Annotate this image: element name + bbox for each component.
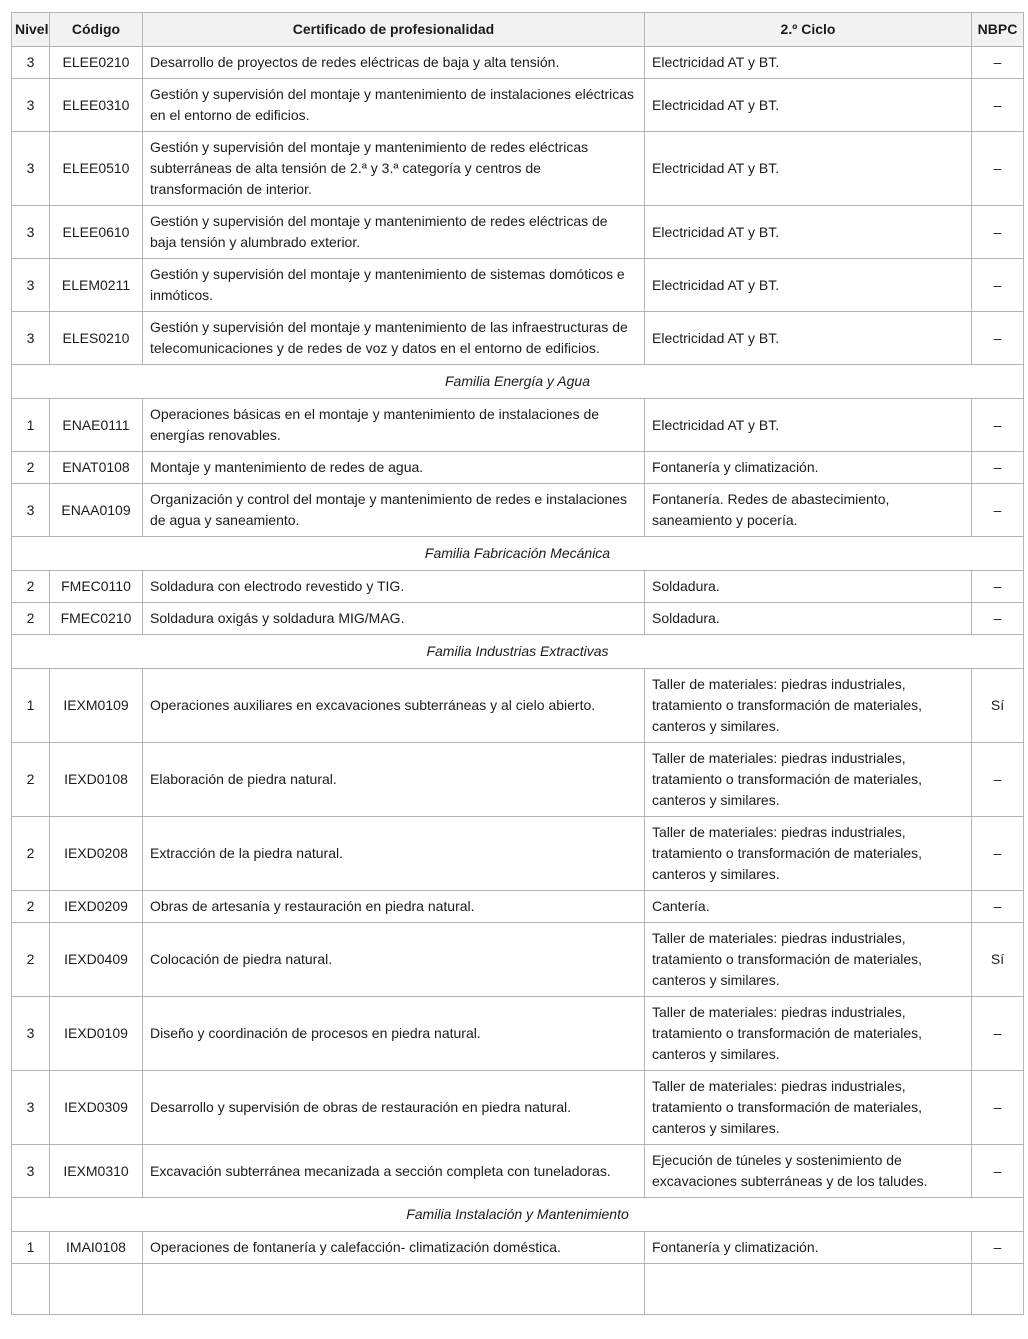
table-row <box>12 1145 1024 1198</box>
header-ciclo: 2.º Ciclo <box>645 13 972 47</box>
header-certificado: Certificado de profesionalidad <box>143 13 645 47</box>
cell-codigo: IEXD0208 <box>50 817 143 891</box>
table-header <box>12 13 1024 47</box>
family-section-row <box>12 1198 1024 1232</box>
cell-certificado: Extracción de la piedra natural. <box>143 817 645 891</box>
empty-cell <box>12 1264 50 1315</box>
cell-certificado: Diseño y coordinación de procesos en piedra natural. <box>143 997 645 1071</box>
cell-certificado: Gestión y supervisión del montaje y mantenimiento de redes eléctricas de baja tensión y alumbrado exterior. <box>143 206 645 259</box>
empty-cell <box>645 1264 972 1315</box>
cell-ciclo: Ejecución de túneles y sostenimiento de excavaciones subterráneas y de los taludes. <box>645 1145 972 1198</box>
cell-nivel: 2 <box>12 603 50 635</box>
cell-nivel: 3 <box>12 79 50 132</box>
cell-nbpc: – <box>972 1232 1024 1264</box>
table-row <box>12 923 1024 997</box>
cell-nbpc: – <box>972 891 1024 923</box>
table-row <box>12 132 1024 206</box>
cell-codigo: IMAI0108 <box>50 1232 143 1264</box>
cell-ciclo: Taller de materiales: piedras industriales, tratamiento o transformación de materiales, canteros y similares. <box>645 1071 972 1145</box>
cell-nbpc: – <box>972 997 1024 1071</box>
cell-codigo: IEXM0109 <box>50 669 143 743</box>
header-codigo: Código <box>50 13 143 47</box>
cell-codigo: IEXD0409 <box>50 923 143 997</box>
cell-nivel: 3 <box>12 1145 50 1198</box>
cell-certificado: Organización y control del montaje y mantenimiento de redes e instalaciones de agua y saneamiento. <box>143 484 645 537</box>
cell-codigo: IEXM0310 <box>50 1145 143 1198</box>
cell-nivel: 2 <box>12 891 50 923</box>
table-row <box>12 312 1024 365</box>
cell-nivel: 3 <box>12 997 50 1071</box>
empty-cell <box>143 1264 645 1315</box>
table-row <box>12 997 1024 1071</box>
cell-certificado: Colocación de piedra natural. <box>143 923 645 997</box>
cell-nivel: 3 <box>12 132 50 206</box>
cell-certificado: Desarrollo de proyectos de redes eléctricas de baja y alta tensión. <box>143 47 645 79</box>
cell-ciclo: Cantería. <box>645 891 972 923</box>
family-section-row <box>12 635 1024 669</box>
family-section-label: Familia Instalación y Mantenimiento <box>12 1198 1024 1232</box>
cell-nivel: 2 <box>12 452 50 484</box>
cell-certificado: Soldadura con electrodo revestido y TIG. <box>143 571 645 603</box>
cell-certificado: Operaciones de fontanería y calefacción- climatización doméstica. <box>143 1232 645 1264</box>
table-body <box>12 47 1024 1315</box>
cell-ciclo: Soldadura. <box>645 603 972 635</box>
cell-certificado: Gestión y supervisión del montaje y mantenimiento de instalaciones eléctricas en el entorno de edificios. <box>143 79 645 132</box>
cell-nivel: 3 <box>12 47 50 79</box>
cell-nivel: 3 <box>12 312 50 365</box>
cell-certificado: Desarrollo y supervisión de obras de restauración en piedra natural. <box>143 1071 645 1145</box>
header-nivel: Nivel <box>12 13 50 47</box>
cell-certificado: Operaciones auxiliares en excavaciones subterráneas y al cielo abierto. <box>143 669 645 743</box>
cell-nbpc: – <box>972 47 1024 79</box>
header-nbpc: NBPC <box>972 13 1024 47</box>
table-row <box>12 817 1024 891</box>
family-section-row <box>12 537 1024 571</box>
cell-nbpc: Sí <box>972 923 1024 997</box>
cell-nbpc: – <box>972 1145 1024 1198</box>
empty-cell <box>972 1264 1024 1315</box>
cell-codigo: ELES0210 <box>50 312 143 365</box>
cell-codigo: ELEE0510 <box>50 132 143 206</box>
table-row <box>12 603 1024 635</box>
cell-nbpc: – <box>972 312 1024 365</box>
cell-codigo: FMEC0110 <box>50 571 143 603</box>
cell-nivel: 1 <box>12 669 50 743</box>
cell-nbpc: – <box>972 603 1024 635</box>
cell-ciclo: Electricidad AT y BT. <box>645 259 972 312</box>
cell-nbpc: – <box>972 399 1024 452</box>
cell-codigo: IEXD0109 <box>50 997 143 1071</box>
cell-codigo: IEXD0108 <box>50 743 143 817</box>
table-row <box>12 1232 1024 1264</box>
cell-ciclo: Soldadura. <box>645 571 972 603</box>
cell-ciclo: Electricidad AT y BT. <box>645 399 972 452</box>
cell-ciclo: Fontanería. Redes de abastecimiento, saneamiento y pocería. <box>645 484 972 537</box>
cell-codigo: ENAT0108 <box>50 452 143 484</box>
cell-nivel: 3 <box>12 484 50 537</box>
cell-ciclo: Taller de materiales: piedras industriales, tratamiento o transformación de materiales, canteros y similares. <box>645 817 972 891</box>
cell-nivel: 3 <box>12 1071 50 1145</box>
cell-nbpc: – <box>972 817 1024 891</box>
empty-cell <box>50 1264 143 1315</box>
cell-nivel: 3 <box>12 206 50 259</box>
cell-certificado: Operaciones básicas en el montaje y mantenimiento de instalaciones de energías renovables. <box>143 399 645 452</box>
cell-nivel: 2 <box>12 571 50 603</box>
cell-nbpc: – <box>972 452 1024 484</box>
table-row <box>12 1071 1024 1145</box>
cell-nbpc: – <box>972 1071 1024 1145</box>
cell-ciclo: Taller de materiales: piedras industriales, tratamiento o transformación de materiales, canteros y similares. <box>645 669 972 743</box>
cell-nivel: 1 <box>12 1232 50 1264</box>
cell-ciclo: Taller de materiales: piedras industriales, tratamiento o transformación de materiales, canteros y similares. <box>645 743 972 817</box>
cell-ciclo: Electricidad AT y BT. <box>645 206 972 259</box>
cell-nbpc: – <box>972 206 1024 259</box>
table-row <box>12 47 1024 79</box>
partial-cutoff-row <box>12 1264 1024 1315</box>
family-section-label: Familia Industrias Extractivas <box>12 635 1024 669</box>
cell-codigo: ELEM0211 <box>50 259 143 312</box>
cell-nivel: 2 <box>12 743 50 817</box>
cell-ciclo: Fontanería y climatización. <box>645 452 972 484</box>
cell-nivel: 3 <box>12 259 50 312</box>
cell-codigo: IEXD0209 <box>50 891 143 923</box>
certificates-table <box>11 12 1024 1315</box>
cell-nbpc: – <box>972 259 1024 312</box>
table-row <box>12 571 1024 603</box>
cell-certificado: Elaboración de piedra natural. <box>143 743 645 817</box>
cell-nbpc: – <box>972 743 1024 817</box>
cell-codigo: ELEE0610 <box>50 206 143 259</box>
cell-codigo: FMEC0210 <box>50 603 143 635</box>
table-row <box>12 399 1024 452</box>
cell-nbpc: Sí <box>972 669 1024 743</box>
cell-ciclo: Electricidad AT y BT. <box>645 79 972 132</box>
family-section-row <box>12 365 1024 399</box>
cell-codigo: ENAE0111 <box>50 399 143 452</box>
cell-ciclo: Electricidad AT y BT. <box>645 312 972 365</box>
table-row <box>12 206 1024 259</box>
cell-ciclo: Taller de materiales: piedras industriales, tratamiento o transformación de materiales, canteros y similares. <box>645 997 972 1071</box>
cell-codigo: IEXD0309 <box>50 1071 143 1145</box>
cell-nbpc: – <box>972 484 1024 537</box>
cell-nivel: 2 <box>12 923 50 997</box>
cell-ciclo: Taller de materiales: piedras industriales, tratamiento o transformación de materiales, canteros y similares. <box>645 923 972 997</box>
table-row <box>12 743 1024 817</box>
table-row <box>12 891 1024 923</box>
family-section-label: Familia Fabricación Mecánica <box>12 537 1024 571</box>
cell-certificado: Montaje y mantenimiento de redes de agua. <box>143 452 645 484</box>
table-row <box>12 259 1024 312</box>
cell-nivel: 2 <box>12 817 50 891</box>
cell-nbpc: – <box>972 132 1024 206</box>
cell-ciclo: Electricidad AT y BT. <box>645 132 972 206</box>
cell-nivel: 1 <box>12 399 50 452</box>
cell-certificado: Soldadura oxigás y soldadura MIG/MAG. <box>143 603 645 635</box>
cell-certificado: Excavación subterránea mecanizada a sección completa con tuneladoras. <box>143 1145 645 1198</box>
family-section-label: Familia Energía y Agua <box>12 365 1024 399</box>
cell-nbpc: – <box>972 571 1024 603</box>
cell-codigo: ELEE0310 <box>50 79 143 132</box>
cell-nbpc: – <box>972 79 1024 132</box>
header-row <box>12 13 1024 47</box>
table-row <box>12 484 1024 537</box>
cell-certificado: Gestión y supervisión del montaje y mantenimiento de las infraestructuras de telecomunicaciones y de redes de voz y datos en el entorno de edificios. <box>143 312 645 365</box>
cell-ciclo: Electricidad AT y BT. <box>645 47 972 79</box>
table-row <box>12 79 1024 132</box>
cell-certificado: Gestión y supervisión del montaje y mantenimiento de sistemas domóticos e inmóticos. <box>143 259 645 312</box>
cell-ciclo: Fontanería y climatización. <box>645 1232 972 1264</box>
cell-certificado: Gestión y supervisión del montaje y mantenimiento de redes eléctricas subterráneas de alta tensión de 2.ª y 3.ª categoría y centros de transformación de interior. <box>143 132 645 206</box>
table-row <box>12 669 1024 743</box>
table-row <box>12 452 1024 484</box>
cell-codigo: ELEE0210 <box>50 47 143 79</box>
cell-codigo: ENAA0109 <box>50 484 143 537</box>
cell-certificado: Obras de artesanía y restauración en piedra natural. <box>143 891 645 923</box>
